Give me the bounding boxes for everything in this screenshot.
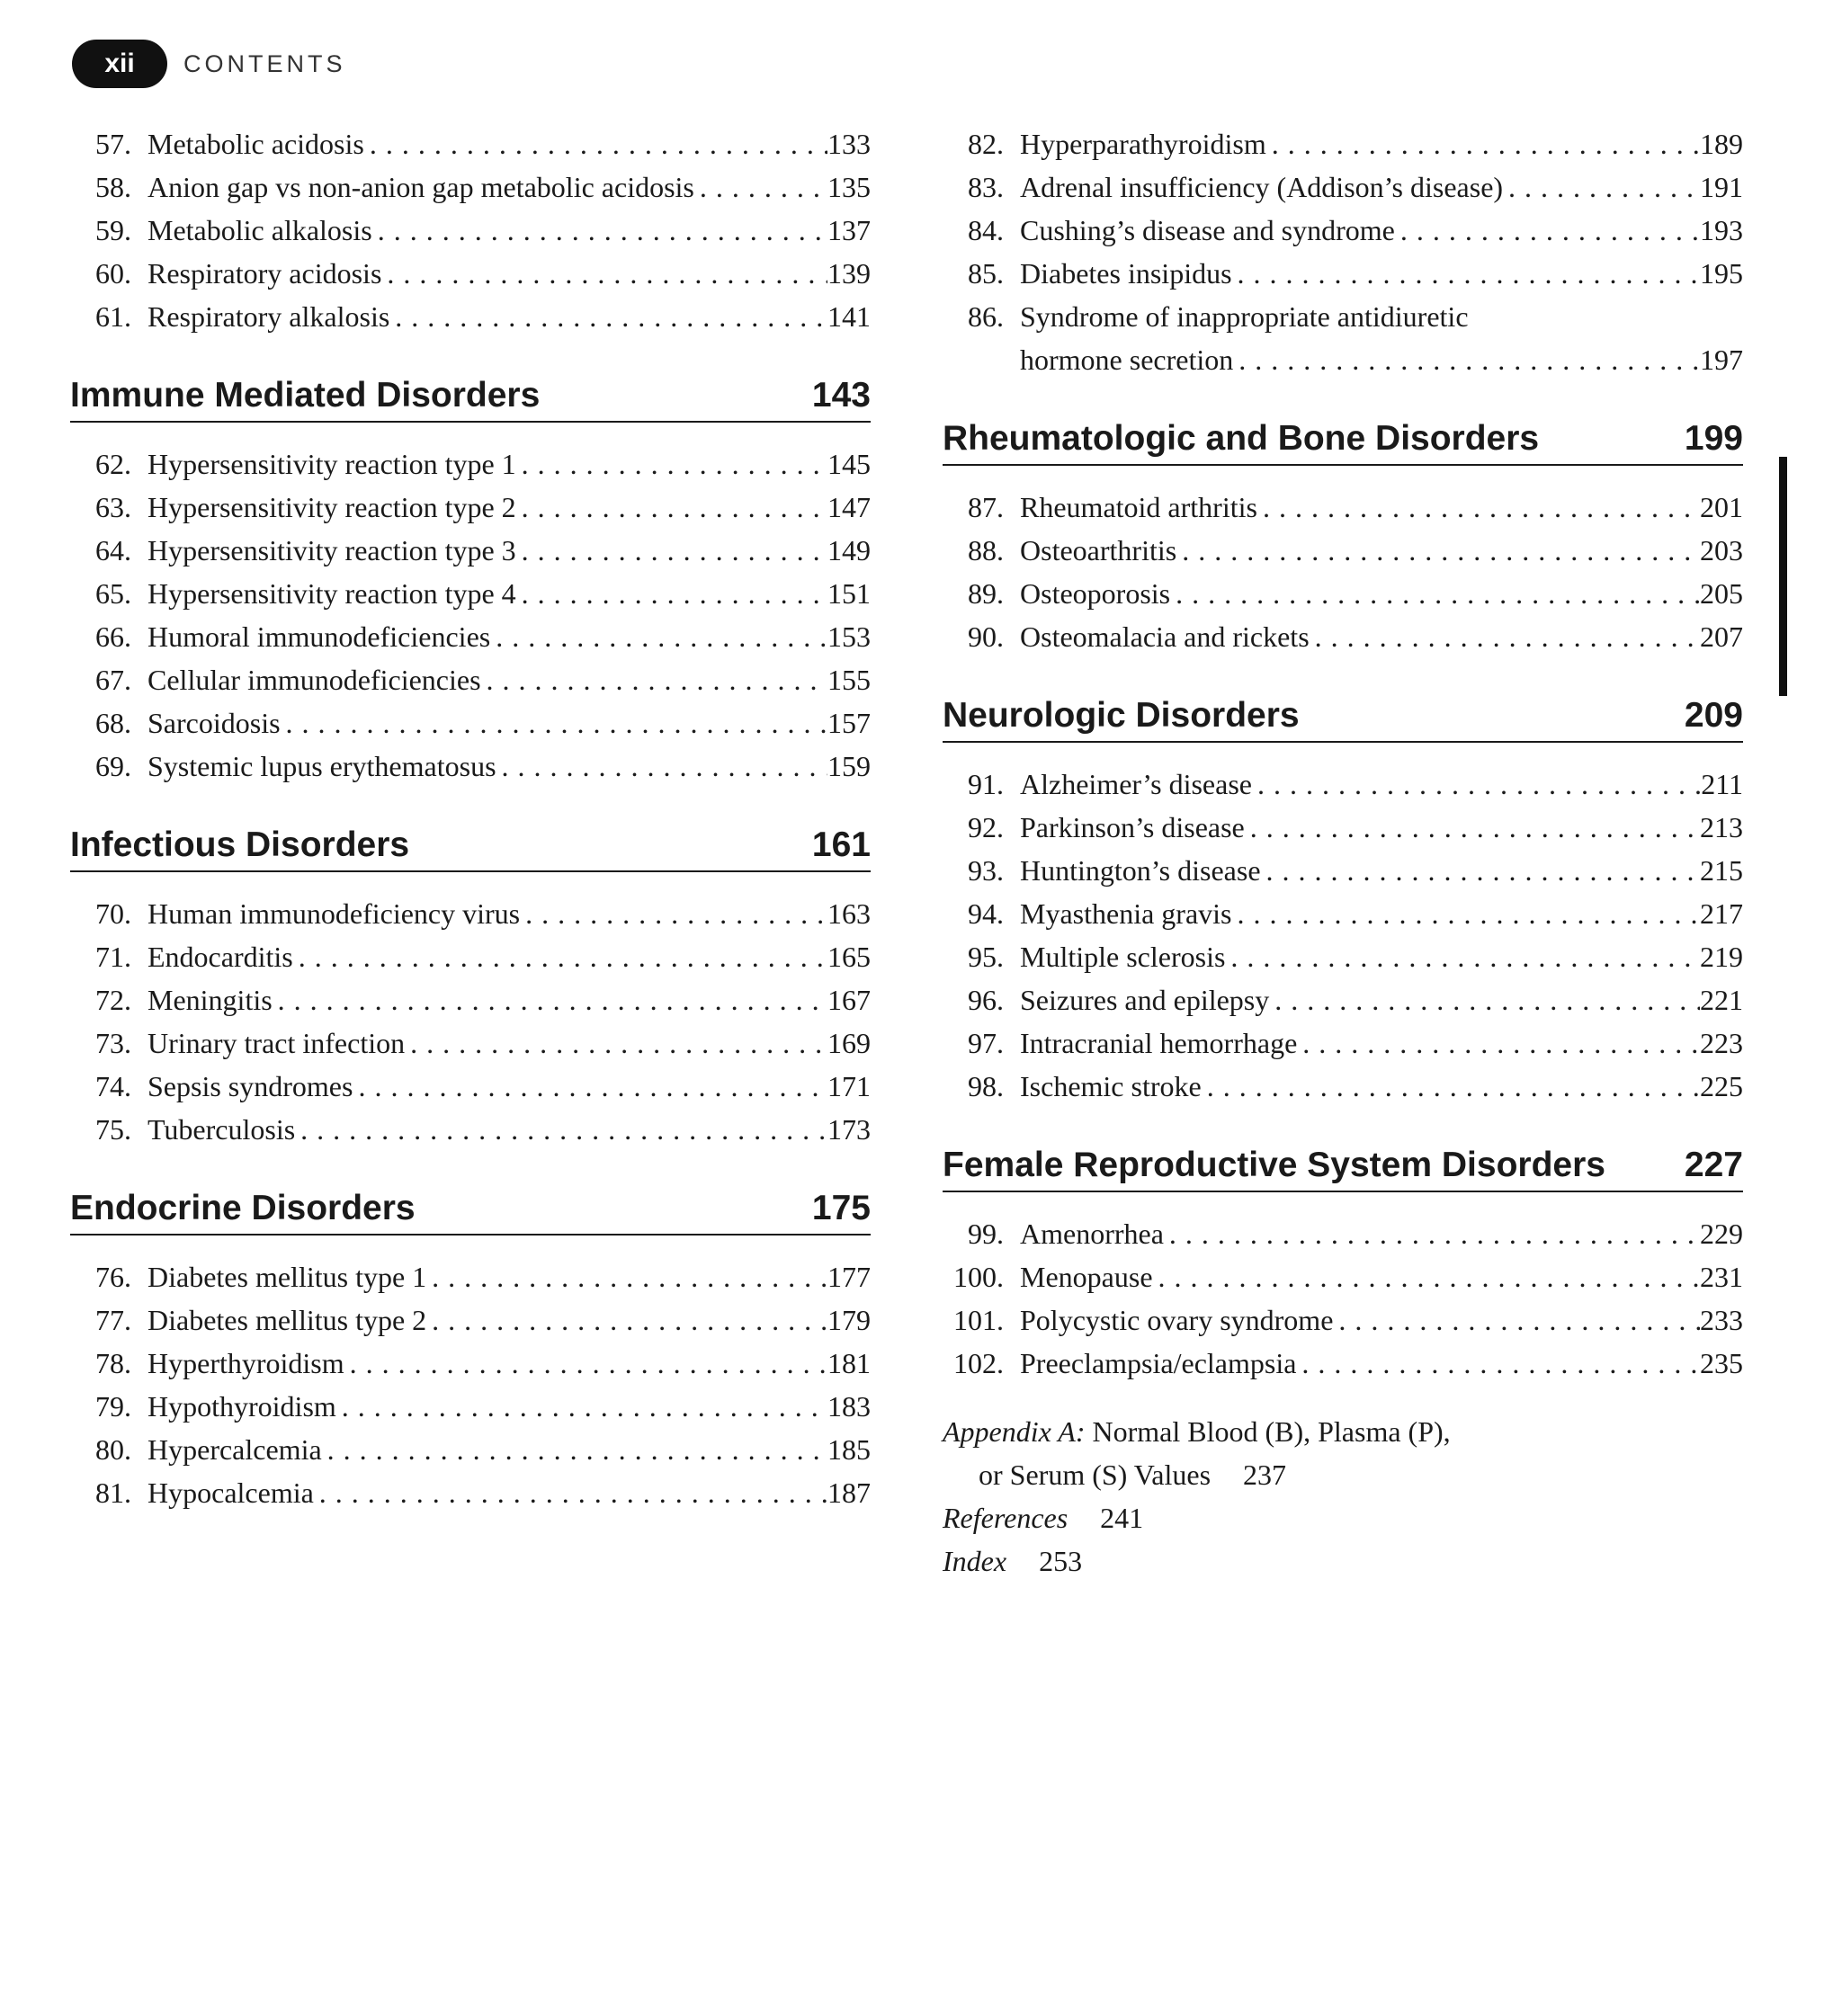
section-heading[interactable] [70,1189,871,1235]
toc-entry[interactable] [70,209,871,252]
section-page: 209 [1684,696,1743,735]
entry-number: 65. [95,577,131,610]
dot-leader [314,1471,827,1514]
index-label: Index [943,1545,1007,1577]
entry-title: Rheumatoid arthritis [1020,491,1257,523]
entry-number: 79. [95,1390,131,1423]
entry-page: 141 [827,300,871,333]
entry-number: 73. [95,1027,131,1059]
toc-entry[interactable] [943,806,1743,849]
entry-title: Hypersensitivity reaction type 3 [148,534,516,566]
entry-title: Seizures and epilepsy [1020,984,1270,1016]
toc-entry[interactable] [70,1255,871,1298]
entry-title: Hyperparathyroidism [1020,128,1266,160]
entry-title: Huntington’s disease [1020,854,1261,887]
entry-page: 231 [1700,1261,1743,1293]
entry-page: 157 [827,707,871,739]
toc-left-column [70,122,871,1514]
dot-leader [1232,892,1701,935]
dot-leader [516,529,827,572]
toc-entry[interactable] [943,935,1743,978]
toc-entry[interactable] [943,849,1743,892]
toc-entry[interactable] [70,935,871,978]
dot-leader [1245,806,1700,849]
dot-leader [293,935,827,978]
section-heading[interactable] [70,376,871,423]
entry-page: 189 [1700,128,1743,160]
entry-number: 86. [968,300,1004,333]
dot-leader [516,486,827,529]
toc-entry[interactable] [70,978,871,1021]
entry-page: 135 [827,171,871,203]
dot-leader [481,658,827,701]
entry-page: 159 [827,750,871,782]
entry-title: Respiratory alkalosis [148,300,390,333]
dot-leader [1233,338,1700,381]
entry-number: 88. [968,534,1004,566]
toc-entry[interactable] [70,1385,871,1428]
toc-entry[interactable] [70,1108,871,1151]
section-title: Rheumatologic and Bone Disorders [943,419,1540,458]
entry-number: 58. [95,171,131,203]
entry-number: 69. [95,750,131,782]
entry-title: Metabolic alkalosis [148,214,372,246]
toc-entry[interactable] [70,486,871,529]
entry-number: 97. [968,1027,1004,1059]
entry-title: Respiratory acidosis [148,257,382,290]
entry-number: 89. [968,577,1004,610]
toc-intro-entries-left [70,122,871,338]
entry-page: 219 [1700,941,1743,973]
toc-entry[interactable] [70,1428,871,1471]
dot-leader [281,701,827,745]
dot-leader [344,1342,827,1385]
entry-title: Metabolic acidosis [148,128,364,160]
entry-title: Cushing’s disease and syndrome [1020,214,1395,246]
dot-leader [1257,486,1700,529]
dot-leader [426,1255,827,1298]
entry-page: 197 [1700,343,1743,376]
entry-title: Diabetes mellitus type 2 [148,1304,427,1336]
entry-number: 77. [95,1304,131,1336]
section-title: Female Reproductive System Disorders [943,1146,1605,1184]
entry-title: Hyperthyroidism [148,1347,344,1379]
section-heading[interactable] [943,696,1743,743]
dot-leader [1170,572,1700,615]
dot-leader [520,892,827,935]
entry-page: 205 [1700,577,1743,610]
appendix-page: 237 [1243,1458,1287,1491]
entry-number: 71. [95,941,131,973]
appendix-entry-continued[interactable] [943,1453,1743,1496]
entry-number: 95. [968,941,1004,973]
toc-entry[interactable] [943,978,1743,1021]
dot-leader [694,165,827,209]
toc-entry[interactable] [943,763,1743,806]
entry-title: Hypocalcemia [148,1476,314,1509]
entry-page: 145 [827,448,871,480]
toc-entry[interactable] [70,295,871,338]
toc-entry[interactable] [70,745,871,788]
entry-page: 179 [827,1304,871,1336]
entry-page: 193 [1700,214,1743,246]
entry-page: 185 [827,1433,871,1466]
section-title: Infectious Disorders [70,825,410,864]
entry-page: 195 [1700,257,1743,290]
toc-entry[interactable] [943,165,1743,209]
toc-entry[interactable] [943,122,1743,165]
entry-page: 191 [1700,171,1743,203]
toc-entry[interactable] [70,892,871,935]
dot-leader [372,209,827,252]
toc-entry[interactable] [70,1471,871,1514]
toc-section-female-reproductive [943,1146,1743,1385]
toc-section-endocrine [70,1189,871,1514]
entry-title: Human immunodeficiency virus [148,897,521,930]
entry-page: 235 [1700,1347,1743,1379]
entry-number: 84. [968,214,1004,246]
toc-entry[interactable] [943,486,1743,529]
entry-page: 155 [827,664,871,696]
entry-title: Alzheimer’s disease [1020,768,1252,800]
section-heading[interactable] [943,419,1743,466]
dot-leader [1225,935,1700,978]
entry-number: 76. [95,1261,131,1293]
entry-number: 81. [95,1476,131,1509]
entry-number: 78. [95,1347,131,1379]
entry-page: 139 [827,257,871,290]
entry-title: Amenorrhea [1020,1218,1164,1250]
entry-page: 221 [1700,984,1743,1016]
toc-entry[interactable] [70,1342,871,1385]
section-page: 161 [811,825,871,864]
toc-entry-wrapped[interactable] [943,295,1743,381]
entry-title: Osteoarthritis [1020,534,1177,566]
dot-leader [389,295,827,338]
entry-page: 151 [827,577,871,610]
references-page: 241 [1100,1502,1144,1534]
entry-number: 94. [968,897,1004,930]
entry-page: 225 [1700,1070,1743,1102]
entry-page: 187 [827,1476,871,1509]
entry-title-line1: Syndrome of inappropriate antidiuretic [1020,300,1469,333]
dot-leader [1266,122,1700,165]
toc-entry[interactable] [70,1298,871,1342]
entry-title: Preeclampsia/eclampsia [1020,1347,1297,1379]
entry-number: 57. [95,128,131,160]
section-title: Immune Mediated Disorders [70,376,541,415]
toc-entry[interactable] [70,165,871,209]
toc-entry[interactable] [943,1212,1743,1255]
scan-edge-mark [1779,457,1787,696]
entry-title: Hypothyroidism [148,1390,336,1423]
dot-leader [1296,1342,1700,1385]
entry-page: 223 [1700,1027,1743,1059]
entry-title: Humoral immunodeficiencies [148,620,491,653]
entry-title: Systemic lupus erythematosus [148,750,496,782]
toc-entry[interactable] [70,572,871,615]
entry-number: 80. [95,1433,131,1466]
dot-leader [322,1428,827,1471]
entry-number: 92. [968,811,1004,843]
entry-title: Parkinson’s disease [1020,811,1245,843]
entry-page: 169 [827,1027,871,1059]
dot-leader [405,1021,827,1065]
entry-page: 163 [827,897,871,930]
toc-section-neurologic [943,696,1743,1108]
entry-title: Sarcoidosis [148,707,281,739]
toc-entry[interactable] [70,122,871,165]
dot-leader [1164,1212,1700,1255]
entry-page: 167 [827,984,871,1016]
dot-leader [516,442,827,486]
toc-entry[interactable] [70,529,871,572]
entry-number: 87. [968,491,1004,523]
entry-number: 98. [968,1070,1004,1102]
dot-leader [1232,252,1700,295]
dot-leader [1153,1255,1700,1298]
entry-number: 93. [968,854,1004,887]
dot-leader [1395,209,1700,252]
dot-leader [1310,615,1700,658]
entry-number: 70. [95,897,131,930]
entry-page: 173 [827,1113,871,1146]
entry-number: 64. [95,534,131,566]
appendix-entry[interactable] [943,1410,1743,1453]
entry-title: Adrenal insufficiency (Addison’s disease) [1020,171,1504,203]
appendix-title-line1: Normal Blood (B), Plasma (P), [1092,1415,1451,1448]
entry-number: 96. [968,984,1004,1016]
entry-title: Myasthenia gravis [1020,897,1232,930]
section-page: 199 [1684,419,1743,458]
entry-page: 137 [827,214,871,246]
entry-title: Meningitis [148,984,273,1016]
entry-page: 147 [827,491,871,523]
toc-entry[interactable] [943,209,1743,252]
dot-leader [496,745,827,788]
entry-number: 102. [953,1347,1004,1379]
page-number-badge: xii [72,40,167,88]
toc-entry[interactable] [70,442,871,486]
toc-entry[interactable] [943,1255,1743,1298]
entry-number: 85. [968,257,1004,290]
entry-page: 183 [827,1390,871,1423]
toc-entry[interactable] [70,1065,871,1108]
toc-entry[interactable] [943,1065,1743,1108]
dot-leader [1333,1298,1700,1342]
toc-entry[interactable] [943,615,1743,658]
dot-leader [295,1108,827,1151]
entry-page: 229 [1700,1218,1743,1250]
toc-entry[interactable] [943,529,1743,572]
entry-title: Sepsis syndromes [148,1070,353,1102]
toc-section-rheumatologic [943,419,1743,658]
entry-title: Osteomalacia and rickets [1020,620,1310,653]
entry-title: Hypersensitivity reaction type 1 [148,448,516,480]
section-page: 227 [1684,1146,1743,1184]
entry-number: 74. [95,1070,131,1102]
entry-number: 63. [95,491,131,523]
toc-entry[interactable] [943,1298,1743,1342]
entry-title: Tuberculosis [148,1113,296,1146]
entry-title: Hypersensitivity reaction type 4 [148,577,516,610]
entry-number: 68. [95,707,131,739]
entry-page: 217 [1700,897,1743,930]
entry-number: 90. [968,620,1004,653]
entry-title: Endocarditis [148,941,293,973]
index-page: 253 [1039,1545,1083,1577]
entry-page: 233 [1700,1304,1743,1336]
toc-intro-entries-right [943,122,1743,381]
index-entry[interactable] [943,1539,1743,1583]
toc-entry[interactable] [70,658,871,701]
entry-number: 91. [968,768,1004,800]
toc-right-column [943,122,1743,1583]
entry-title: Hypercalcemia [148,1433,322,1466]
back-matter [943,1410,1743,1583]
entry-page: 171 [827,1070,871,1102]
running-head: CONTENTS [183,50,346,77]
entry-title: Cellular immunodeficiencies [148,664,481,696]
toc-entry[interactable] [943,572,1743,615]
entry-number: 62. [95,448,131,480]
section-page: 143 [811,376,871,415]
entry-number: 59. [95,214,131,246]
entry-page: 133 [827,128,871,160]
entry-page: 181 [827,1347,871,1379]
dot-leader [1261,849,1700,892]
toc-entry[interactable] [70,1021,871,1065]
references-entry[interactable] [943,1496,1743,1539]
references-label: References [943,1502,1069,1534]
entry-page: 215 [1700,854,1743,887]
entry-number: 75. [95,1113,131,1146]
dot-leader [336,1385,827,1428]
entry-number: 60. [95,257,131,290]
toc-entry[interactable] [943,1342,1743,1385]
entry-page: 165 [827,941,871,973]
entry-title: Urinary tract infection [148,1027,406,1059]
toc-entry[interactable] [943,892,1743,935]
entry-number: 100. [953,1261,1004,1293]
dot-leader [1202,1065,1700,1108]
toc-section-immune [70,376,871,788]
toc-entry[interactable] [70,252,871,295]
entry-page: 211 [1701,768,1743,800]
toc-section-infectious [70,825,871,1151]
entry-title: Ischemic stroke [1020,1070,1202,1102]
dot-leader [1252,763,1701,806]
entry-number: 72. [95,984,131,1016]
entry-number: 61. [95,300,131,333]
entry-number: 82. [968,128,1004,160]
appendix-label: Appendix A: [943,1415,1086,1448]
appendix-title-line2: or Serum (S) Values [979,1458,1212,1491]
dot-leader [273,978,827,1021]
toc-entry[interactable] [943,252,1743,295]
section-title: Neurologic Disorders [943,696,1300,735]
dot-leader [1297,1021,1700,1065]
entry-page: 149 [827,534,871,566]
entry-number: 83. [968,171,1004,203]
dot-leader [364,122,827,165]
entry-title: Multiple sclerosis [1020,941,1226,973]
dot-leader [353,1065,827,1108]
dot-leader [1176,529,1700,572]
toc-entry[interactable] [943,1021,1743,1065]
toc-entry[interactable] [70,615,871,658]
entry-page: 213 [1700,811,1743,843]
toc-entry[interactable] [70,701,871,745]
entry-title: Diabetes insipidus [1020,257,1232,290]
entry-page: 203 [1700,534,1743,566]
entry-title: Anion gap vs non-anion gap metabolic acidosis [148,171,694,203]
section-heading[interactable] [70,825,871,872]
entry-title: Intracranial hemorrhage [1020,1027,1298,1059]
entry-number: 67. [95,664,131,696]
dot-leader [516,572,827,615]
entry-title-line2: hormone secretion [1020,343,1234,376]
entry-page: 201 [1700,491,1743,523]
dot-leader [1503,165,1700,209]
section-heading[interactable] [943,1146,1743,1192]
entry-page: 177 [827,1261,871,1293]
dot-leader [1269,978,1700,1021]
dot-leader [381,252,827,295]
entry-title: Polycystic ovary syndrome [1020,1304,1334,1336]
dot-leader [490,615,827,658]
entry-page: 153 [827,620,871,653]
entry-number: 99. [968,1218,1004,1250]
section-page: 175 [811,1189,871,1227]
entry-title: Diabetes mellitus type 1 [148,1261,427,1293]
dot-leader [426,1298,827,1342]
entry-number: 66. [95,620,131,653]
entry-page: 207 [1700,620,1743,653]
entry-title: Osteoporosis [1020,577,1171,610]
section-title: Endocrine Disorders [70,1189,416,1227]
entry-title: Hypersensitivity reaction type 2 [148,491,516,523]
entry-number: 101. [953,1304,1004,1336]
entry-title: Menopause [1020,1261,1153,1293]
